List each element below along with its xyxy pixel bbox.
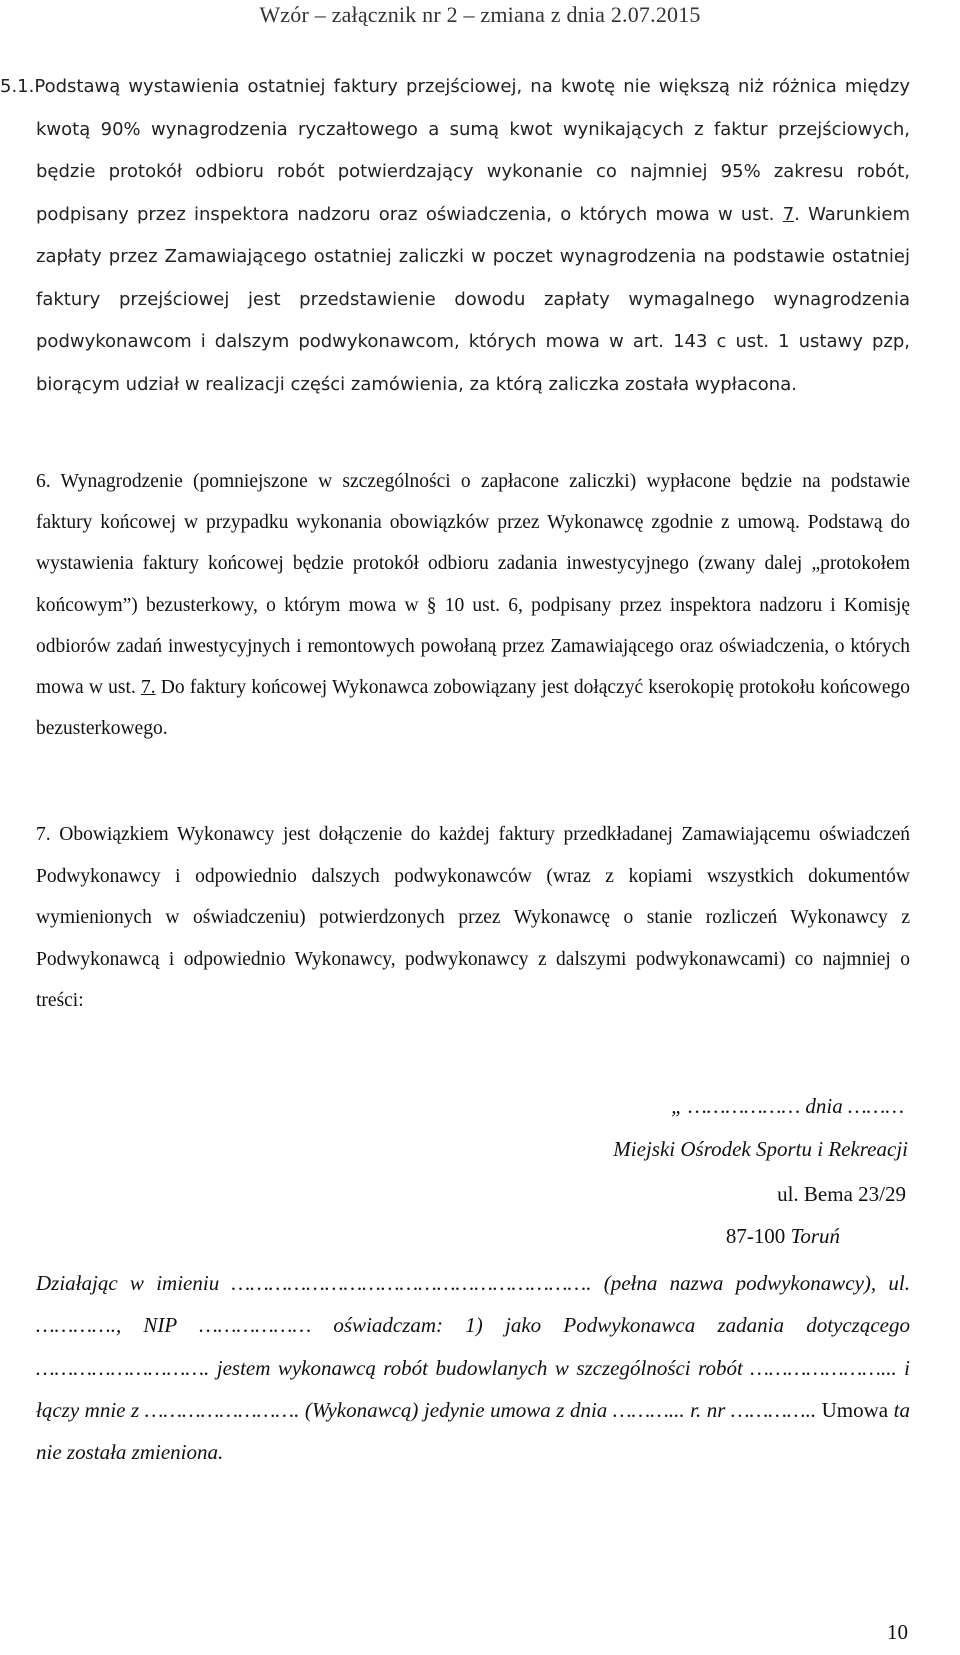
reference-link: 7.	[140, 677, 156, 699]
signature-street: ul. Bema 23/29	[777, 1182, 906, 1206]
paragraph-text: Do faktury końcowej Wykonawca zobowiązany jest dołączyć kserokopię protokołu końcowego bezusterkowego.	[36, 677, 910, 740]
paragraph-5-1	[0, 66, 910, 406]
paragraph-text: Podstawą wystawienia ostatniej faktury przejściowej, na kwotę nie większą niż różnica między kwotą 90% wynagrodzenia ryczałtowego a sumą kwot wynikających z faktur przejściowych, będzie protokół odbioru robót potwierdzający wykonanie co najmniej 95% zakresu robót, podpisany przez inspektora nadzoru oraz oświadczenia, o których mowa w ust.	[34, 76, 910, 225]
paragraph-text: . Warunkiem zapłaty przez Zamawiającego ostatniej zaliczki w poczet wynagrodzenia na podstawie ostatniej faktury przejściowej jest przedstawienie dowodu zapłaty wymagalnego wynagrodzenia podwykonawcom i dalszym podwykonawcom, których mowa w art. 143 c ust. 1 ustawy pzp, biorącym udział w realizacji części zamówienia, za którą zaliczka została wypłacona.	[36, 203, 910, 395]
paragraph-text: 7. Obowiązkiem Wykonawcy jest dołączenie do każdej faktury przedkładanej Zamawiającemu oświadczeń Podwykonawcy i odpowiednio dalszych podwykonawców (wraz z kopiami wszystkich dokumentów wymienionych w oświadczeniu) potwierdzonych przez Wykonawcę o stanie rozliczeń Wykonawcy z Podwykonawcą i odpowiednio Wykonawcy, podwykonawcy z dalszymi podwykonawcami) co najmniej o treści:	[36, 824, 910, 1011]
page-header: Wzór – załącznik nr 2 – zmiana z dnia 2.07.2015	[259, 2, 701, 27]
paragraph-7	[36, 814, 910, 1022]
signature-date-line: „ ……………… dnia ………	[671, 1094, 904, 1118]
signature-organization: Miejski Ośrodek Sportu i Rekreacji	[613, 1137, 908, 1161]
paragraph-6	[36, 461, 910, 749]
declaration-block	[36, 1262, 910, 1473]
signature-city-line	[726, 1224, 840, 1249]
declaration-last: ta nie została zmieniona.	[36, 1397, 910, 1465]
reference-link: 7	[782, 203, 795, 225]
paragraph-number: 5.1.	[0, 76, 35, 97]
declaration-umowa: Umowa	[821, 1397, 889, 1422]
paragraph-text: 6. Wynagrodzenie (pomniejszone w szczególności o zapłacone zaliczki) wypłacone będzie na podstawie faktury końcowej w przypadku wykonania obowiązków przez Wykonawcę zgodnie z umową. Podstawą do wystawienia faktury końcowej będzie protokół odbioru zadania inwestycyjnego (zwany dalej „protokołem końcowym”) bezusterkowy, o którym mowa w § 10 ust. 6, podpisany przez inspektora nadzoru i Komisję odbiorów zadań inwestycyjnych i remontowych powołaną przez Zamawiającego oraz oświadczenia, o których mowa w ust.	[36, 471, 910, 699]
declaration-text: Działając w imieniu …………………………………………………. (pełna nazwa podwykonawcy), ul. …………., NIP ……………… oświadczam: 1) jako Podwykonawca zadania dotyczącego ………………………. jestem wykonawcą robót budowlanych w szczególności robót …………………... i łączy mnie z ……………………. (Wykonawcą) jedynie umowa z dnia ………... r. nr …………..	[36, 1271, 910, 1422]
signature-zip: 87-100	[725, 1224, 786, 1248]
page-number: 10	[887, 1620, 908, 1644]
signature-city: Toruń	[785, 1224, 840, 1248]
